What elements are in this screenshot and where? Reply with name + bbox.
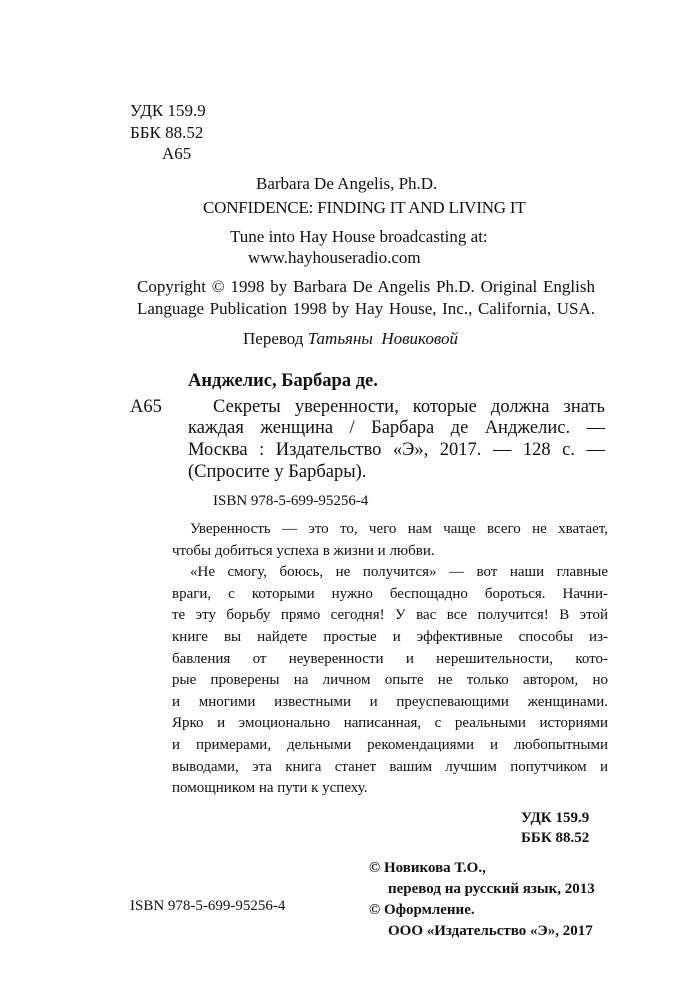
copyright-line-1: Copyright © 1998 by Barbara De Angelis Ph.D. Original English <box>137 277 595 296</box>
bottom-udk-code: УДК 159.9 <box>521 810 590 826</box>
record-line-2: каждая женщина / Барбара де Анджелис. — <box>188 418 605 438</box>
annotation-line: чтобы добиться успеха в жизни и любви. <box>172 542 435 559</box>
record-isbn: ISBN 978-5-699-95256-4 <box>213 493 369 509</box>
original-title: CONFIDENCE: FINDING IT AND LIVING IT <box>203 198 526 217</box>
record-line-4: (Спросите у Барбары). <box>188 462 367 482</box>
bottom-bbk-code: ББК 88.52 <box>521 830 590 846</box>
author-mark: А65 <box>162 144 192 163</box>
annotation-line: Уверенность — это то, чего нам чаще всего не хватает, <box>190 521 608 537</box>
record-heading: Анджелис, Барбара де. <box>188 371 378 391</box>
annotation-line: книге вы найдете простые и эффективные способы из- <box>172 628 608 645</box>
translator-name: Татьяны Новиковой <box>307 329 459 348</box>
copyright-publisher: ООО «Издательство «Э», 2017 <box>388 923 593 939</box>
bbk-code: ББК 88.52 <box>130 123 204 142</box>
annotation-line: выводами, эта книга станет вашим лучшим попутчиком и <box>172 758 608 775</box>
radio-line-1: Tune into Hay House broadcasting at: <box>230 227 488 246</box>
copyright-translation-note: перевод на русский язык, 2013 <box>388 881 595 897</box>
record-line-1: Секреты уверенности, которые должна знать <box>213 397 605 417</box>
annotation-line: помощником на пути к успеху. <box>172 780 368 797</box>
footer-isbn: ISBN 978-5-699-95256-4 <box>130 898 286 914</box>
udk-code: УДК 159.9 <box>130 101 206 120</box>
radio-url: www.hayhouseradio.com <box>248 248 421 267</box>
copyright-design: © Оформление. <box>369 902 475 918</box>
annotation <box>172 519 608 800</box>
annotation-line: рые проверены на личном опыте не только автором, но <box>172 672 608 689</box>
annotation-line: бавления от неуверенности и нерешительности, кото- <box>172 650 608 667</box>
annotation-line: и примерами, дельными рекомендациями и любопытными <box>172 736 608 753</box>
annotation-line: и многими известными и преуспевающими женщинами. <box>172 693 608 710</box>
annotation-line: Ярко и эмоционально написанная, с реальными историями <box>172 715 608 732</box>
annotation-line: «Не смогу, боюсь, не получится» — вот наши главные <box>190 564 608 581</box>
copyright-translator: © Новикова Т.О., <box>369 860 486 876</box>
annotation-line: враги, с которыми нужно беспощадно бороться. Начни- <box>172 585 608 602</box>
record-author-mark: А65 <box>130 397 162 417</box>
copyright-line-2: Language Publication 1998 by Hay House, Inc., California, USA. <box>137 299 595 318</box>
record-line-3: Москва : Издательство «Э», 2017. — 128 с. — <box>188 440 605 460</box>
original-author: Barbara De Angelis, Ph.D. <box>256 174 438 193</box>
translation-credit <box>243 329 458 349</box>
annotation-line: те эту борьбу прямо сегодня! У вас все получится! В этой <box>172 607 608 624</box>
translation-label: Перевод <box>243 329 304 348</box>
